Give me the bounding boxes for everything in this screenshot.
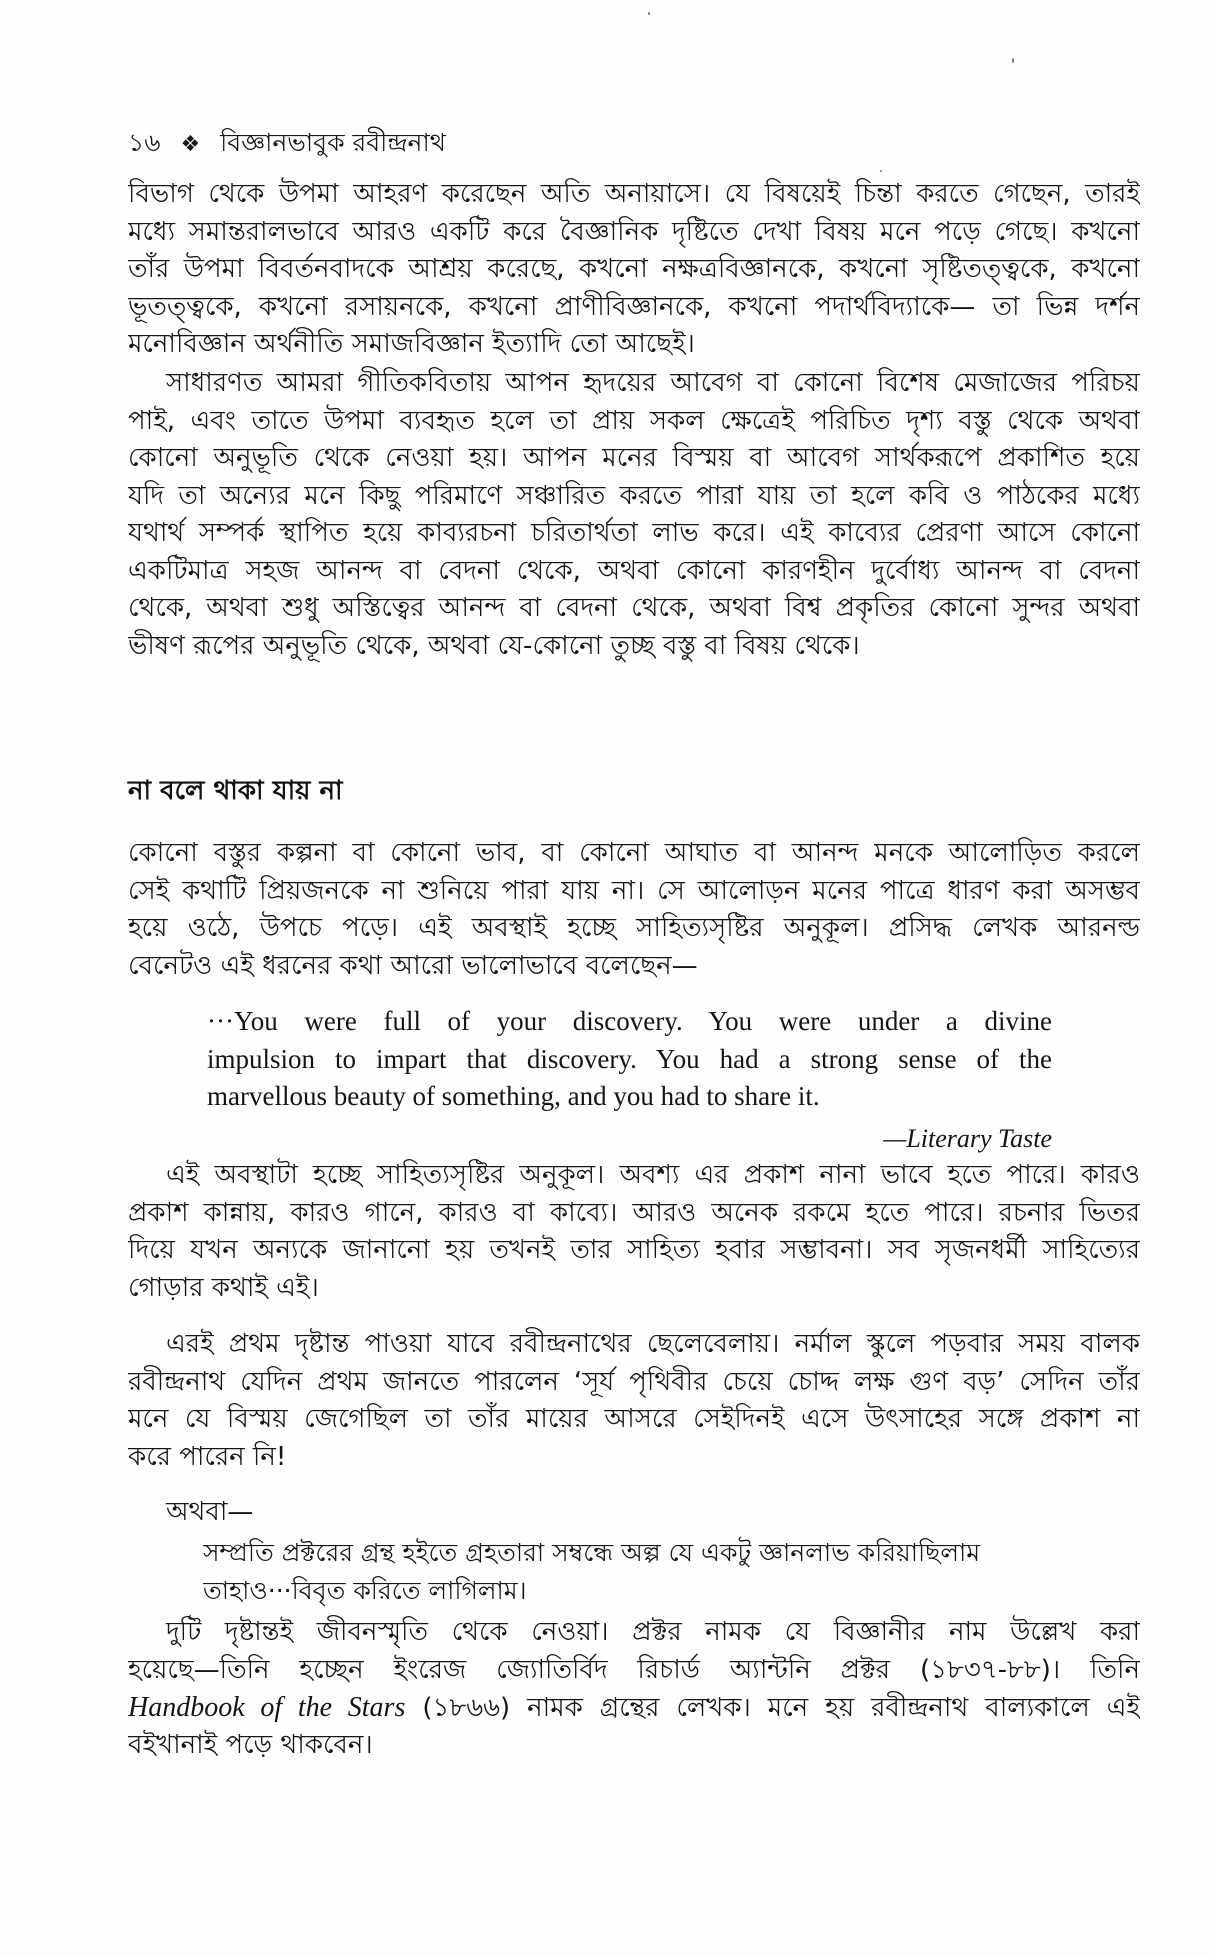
paragraph-4 [128,1157,1140,1307]
running-head [128,126,446,162]
text-line: যদি তা অন্যের মনে কিছু পরিমাণে সঞ্চারিত করতে পারা যায় তা হলে কবি ও পাঠকের মধ্যে [128,480,1140,511]
page-number: ১৬ [128,128,161,157]
paragraph-3 [128,835,1140,985]
text-line: হয়েছে—তিনি হচ্ছেন ইংরেজ জ্যোতির্বিদ রিচার্ড অ্যান্টনি প্রক্টর (১৮৩৭-৮৮)। তিনি [128,1654,1140,1685]
text-line [128,1689,1140,1727]
text-line: কোনো অনুভূতি থেকে নেওয়া হয়। আপন মনের বিস্ময় বা আবেগ সার্থকরূপে প্রকাশিত হয়ে [128,443,1140,473]
paragraph-2 [128,365,1140,665]
text-line: অথবা— [166,1497,254,1527]
quote-line: সম্প্রতি প্রক্টরের গ্রন্থ হইতে গ্রহতারা সম্বন্ধে অল্প যে একটু জ্ঞানলাভ করিয়াছিলাম [203,1538,981,1567]
text-line: গোড়ার কথাই এই। [128,1272,319,1303]
text-line: ভূতত্ত্বকে, কখনো রসায়নকে, কখনো প্রাণীবিজ্ঞানকে, কখনো পদার্থবিদ্যাকে— তা ভিন্ন দর্শন [128,291,1140,322]
text-line: বইখানাই পড়ে থাকবেন। [128,1729,373,1760]
quote-line: তাহাও···বিবৃত করিতে লাগিলাম। [203,1575,527,1605]
text-line: মনোবিজ্ঞান অর্থনীতি সমাজবিজ্ঞান ইত্যাদি তো আছেই। [128,329,695,359]
text-line: পাই, এবং তাতে উপমা ব্যবহৃত হলে তা প্রায় সকল ক্ষেত্রেই পরিচিত দৃশ্য বস্তু থেকে অথবা [128,405,1140,436]
or-line [128,1494,1140,1532]
scan-speck [880,170,882,172]
section-heading: না বলে থাকা যায় না [128,776,343,806]
book-title-italic: Handbook of the Stars [128,1692,406,1723]
ornament-icon: ❖ [180,132,201,157]
quote-attribution: —Literary Taste [883,1124,1052,1153]
text-line: একটিমাত্র সহজ আনন্দ বা বেদনা থেকে, অথবা কোনো কারণহীন দুর্বোধ্য আনন্দ বা বেদনা [128,555,1140,586]
text-line: এই অবস্থাটা হচ্ছে সাহিত্যসৃষ্টির অনুকূল। অবশ্য এর প্রকাশ নানা ভাবে হতে পারে। কারও [166,1160,1140,1190]
text-line: দুটি দৃষ্টান্তই জীবনস্মৃতি থেকে নেওয়া। প্রক্টর নামক যে বিজ্ঞানীর নাম উল্লেখ করা [166,1617,1140,1647]
quote-line: marvellous beauty of something, and you had to share it. [207,1081,820,1111]
text-line: মধ্যে সমান্তরালভাবে আরও একটি করে বৈজ্ঞানিক দৃষ্টিতে দেখা বিষয় মনে পড়ে গেছে। কখনো [128,216,1140,247]
text-line: এরই প্রথম দৃষ্টান্ত পাওয়া যাবে রবীন্দ্রনাথের ছেলেবেলায়। নর্মাল স্কুলে পড়বার সময় বালক [166,1329,1140,1359]
text-line: দিয়ে যখন অন্যকে জানানো হয় তখনই তার সাহিত্য হবার সম্ভাবনা। সব সৃজনধর্মী সাহিত্যের [128,1235,1140,1265]
text-line: থেকে, অথবা শুধু অস্তিত্বের আনন্দ বা বেদনা থেকে, অথবা বিশ্ব প্রকৃতির কোনো সুন্দর অথবা [128,593,1140,623]
book-title: বিজ্ঞানভাবুক রবীন্দ্রনাথ [220,128,446,157]
text-line: প্রকাশ কান্নায়, কারও গানে, কারও বা কাব্যে। আরও অনেক রকমে হতে পারে। রচনার ভিতর [128,1197,1140,1228]
text-line: যথার্থ সম্পর্ক স্থাপিত হয়ে কাব্যরচনা চরিতার্থতা লাভ করে। এই কাব্যের প্রেরণা আসে কোনো [128,518,1140,548]
text-line: সাধারণত আমরা গীতিকবিতায় আপন হৃদয়ের আবেগ বা কোনো বিশেষ মেজাজের পরিচয় [166,368,1140,398]
text-line: করে পারেন নি! [128,1441,287,1472]
scan-speck [1012,58,1014,63]
paragraph-5 [128,1326,1140,1476]
text-line: বিভাগ থেকে উপমা আহরণ করেছেন অতি অনায়াসে। যে বিষয়েই চিন্তা করতে গেছেন, তারই [128,179,1140,209]
quote-line: impulsion to impart that discovery. You had a strong sense of the [207,1043,1052,1074]
text-line: হয়ে ওঠে, উপচে পড়ে। এই অবস্থাই হচ্ছে সাহিত্যসৃষ্টির অনুকূল। প্রসিদ্ধ লেখক আরনল্ড [128,913,1140,943]
quote-line: ···You were full of your discovery. You were under a divine [207,1006,1052,1036]
text-line: কোনো বস্তুর কল্পনা বা কোনো ভাব, বা কোনো আঘাত বা আনন্দ মনকে আলোড়িত করলে [128,838,1140,868]
bengali-block-quote [203,1534,1063,1609]
text-line: রবীন্দ্রনাথ যেদিন প্রথম জানতে পারলেন ‘সূর্য পৃথিবীর চেয়ে চোদ্দ লক্ষ গুণ বড়’ সেদিন তাঁর [128,1366,1140,1397]
scan-speck [648,12,650,15]
english-block-quote [207,1003,1052,1116]
text-line: মনে যে বিস্ময় জেগেছিল তা তাঁর মায়ের আসরে সেইদিনই এসে উৎসাহের সঙ্গে প্রকাশ না [128,1404,1140,1434]
paragraph-6 [128,1614,1140,1764]
text-line: তাঁর উপমা বিবর্তনবাদকে আশ্রয় করেছে, কখনো নক্ষত্রবিজ্ঞানকে, কখনো সৃষ্টিতত্ত্বকে, কখনো [128,254,1140,284]
text-line: বেনেটও এই ধরনের কথা আরো ভালোভাবে বলেছেন— [128,950,698,981]
paragraph-1 [128,176,1140,364]
text-line: ভীষণ রূপের অনুভূতি থেকে, অথবা যে-কোনো তুচ্ছ বস্তু বা বিষয় থেকে। [128,630,860,661]
text-fragment: (১৮৬৬) নামক গ্রন্থের লেখক। মনে হয় রবীন্দ্রনাথ বাল্যকালে এই [405,1693,1140,1723]
text-line: সেই কথাটি প্রিয়জনকে না শুনিয়ে পারা যায় না। সে আলোড়ন মনের পাত্রে ধারণ করা অসম্ভব [128,875,1140,906]
